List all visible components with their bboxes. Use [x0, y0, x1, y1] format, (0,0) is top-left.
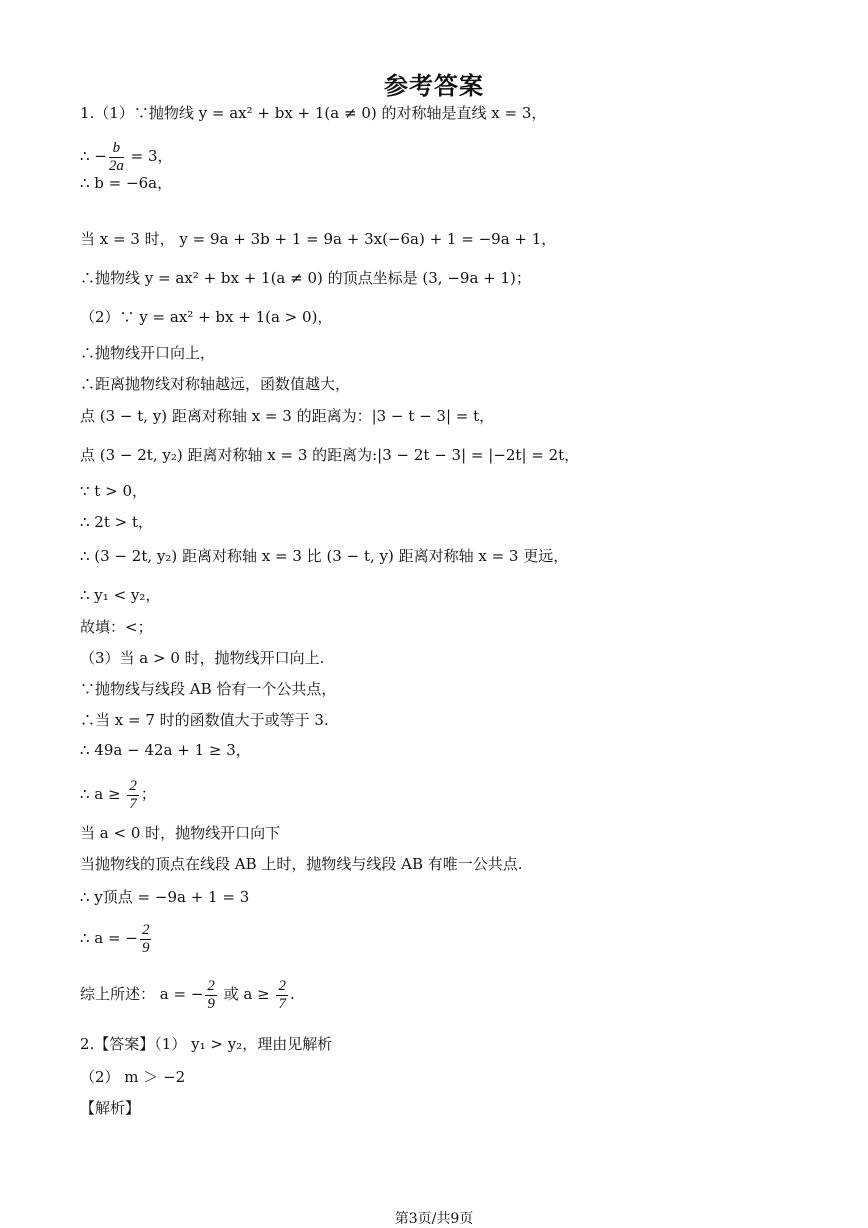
- summary-fraction-1: [205, 978, 217, 1012]
- summary-fraction-2: [276, 978, 288, 1012]
- page-footer: 第3页/共9页: [394, 1211, 474, 1227]
- solution-line: 故填：<；: [80, 618, 153, 636]
- solution-line: （2）∵ y = ax² + bx + 1(a > 0)，: [80, 308, 333, 326]
- solution-line: ∴ y顶点 = −9a + 1 = 3: [80, 888, 250, 906]
- solution-line: 1.（1）∵抛物线 y = ax² + bx + 1(a ≠ 0) 的对称轴是直线 x = 3，: [80, 104, 547, 122]
- fraction-denominator: 7: [129, 795, 137, 812]
- fraction-line: [80, 140, 173, 174]
- fraction-numerator: 2: [207, 978, 215, 994]
- page-title: 参考答案: [384, 72, 484, 100]
- fraction-line-before: ∴ a = −: [80, 929, 138, 947]
- fraction-line: [80, 778, 156, 812]
- fraction-line: [80, 922, 153, 956]
- summary-line: [80, 978, 295, 1012]
- solution-line: ∵抛物线与线段 AB 恰有一个公共点，: [80, 680, 337, 698]
- solution-line: 当 a < 0 时，抛物线开口向下: [80, 824, 281, 842]
- solution-line: ∴抛物线开口向上，: [80, 344, 216, 362]
- solution-line: ∴ 2t > t，: [80, 513, 154, 531]
- fraction: [127, 778, 139, 812]
- solution-line: （3）当 a > 0 时，抛物线开口向上.: [80, 649, 325, 667]
- solution-line: ∴抛物线 y = ax² + bx + 1(a ≠ 0) 的顶点坐标是 (3, −9a + 1)；: [80, 269, 531, 287]
- fraction: [140, 922, 152, 956]
- solution-line: 点 (3 − t, y) 距离对称轴 x = 3 的距离为：|3 − t − 3| = t，: [80, 407, 495, 425]
- solution-line: 当抛物线的顶点在线段 AB 上时，抛物线与线段 AB 有唯一公共点.: [80, 855, 523, 873]
- fraction-denominator: 9: [207, 995, 215, 1012]
- fraction-line-after: ；: [140, 785, 156, 803]
- summary-after: .: [289, 985, 295, 1003]
- fraction-line-after: = 3，: [125, 147, 173, 165]
- solution-line: 当 x = 3 时， y = 9a + 3b + 1 = 9a + 3x(−6a) + 1 = −9a + 1，: [80, 230, 557, 248]
- summary-before: 综上所述： a = −: [80, 985, 204, 1003]
- solution-line: 2.【答案】（1） y₁ > y₂，理由见解析: [80, 1035, 333, 1053]
- fraction-numerator: 2: [129, 778, 137, 794]
- summary-mid: 或 a ≥: [218, 985, 275, 1003]
- fraction: [109, 140, 124, 174]
- solution-line: ∵ t > 0，: [80, 482, 147, 500]
- fraction-denominator: 9: [141, 939, 150, 956]
- solution-line: ∴ b = −6a，: [80, 174, 173, 192]
- fraction-line-before: ∴ −: [80, 147, 107, 165]
- solution-line: ∴ (3 − 2t, y₂) 距离对称轴 x = 3 比 (3 − t, y) 距离对称轴 x = 3 更远，: [80, 547, 569, 565]
- fraction-denominator: 7: [278, 995, 286, 1012]
- solution-line: ∴距离抛物线对称轴越远，函数值越大，: [80, 375, 351, 393]
- solution-line: ∴ y₁ < y₂，: [80, 586, 161, 604]
- solution-line: （2） m ＞ −2: [80, 1068, 186, 1086]
- fraction-denominator: 2a: [108, 157, 124, 174]
- solution-line: 点 (3 − 2t, y₂) 距离对称轴 x = 3 的距离为:|3 − 2t − 3| = |−2t| = 2t，: [80, 446, 580, 464]
- solution-line: ∴当 x = 7 时的函数值大于或等于 3.: [80, 711, 329, 729]
- fraction-numerator: b: [109, 140, 124, 158]
- solution-line: ∴ 49a − 42a + 1 ≥ 3，: [80, 741, 251, 759]
- solution-line: 【解析】: [80, 1099, 141, 1117]
- fraction-line-before: ∴ a ≥: [80, 785, 126, 803]
- fraction-numerator: 2: [278, 978, 286, 994]
- fraction-numerator: 2: [141, 922, 150, 938]
